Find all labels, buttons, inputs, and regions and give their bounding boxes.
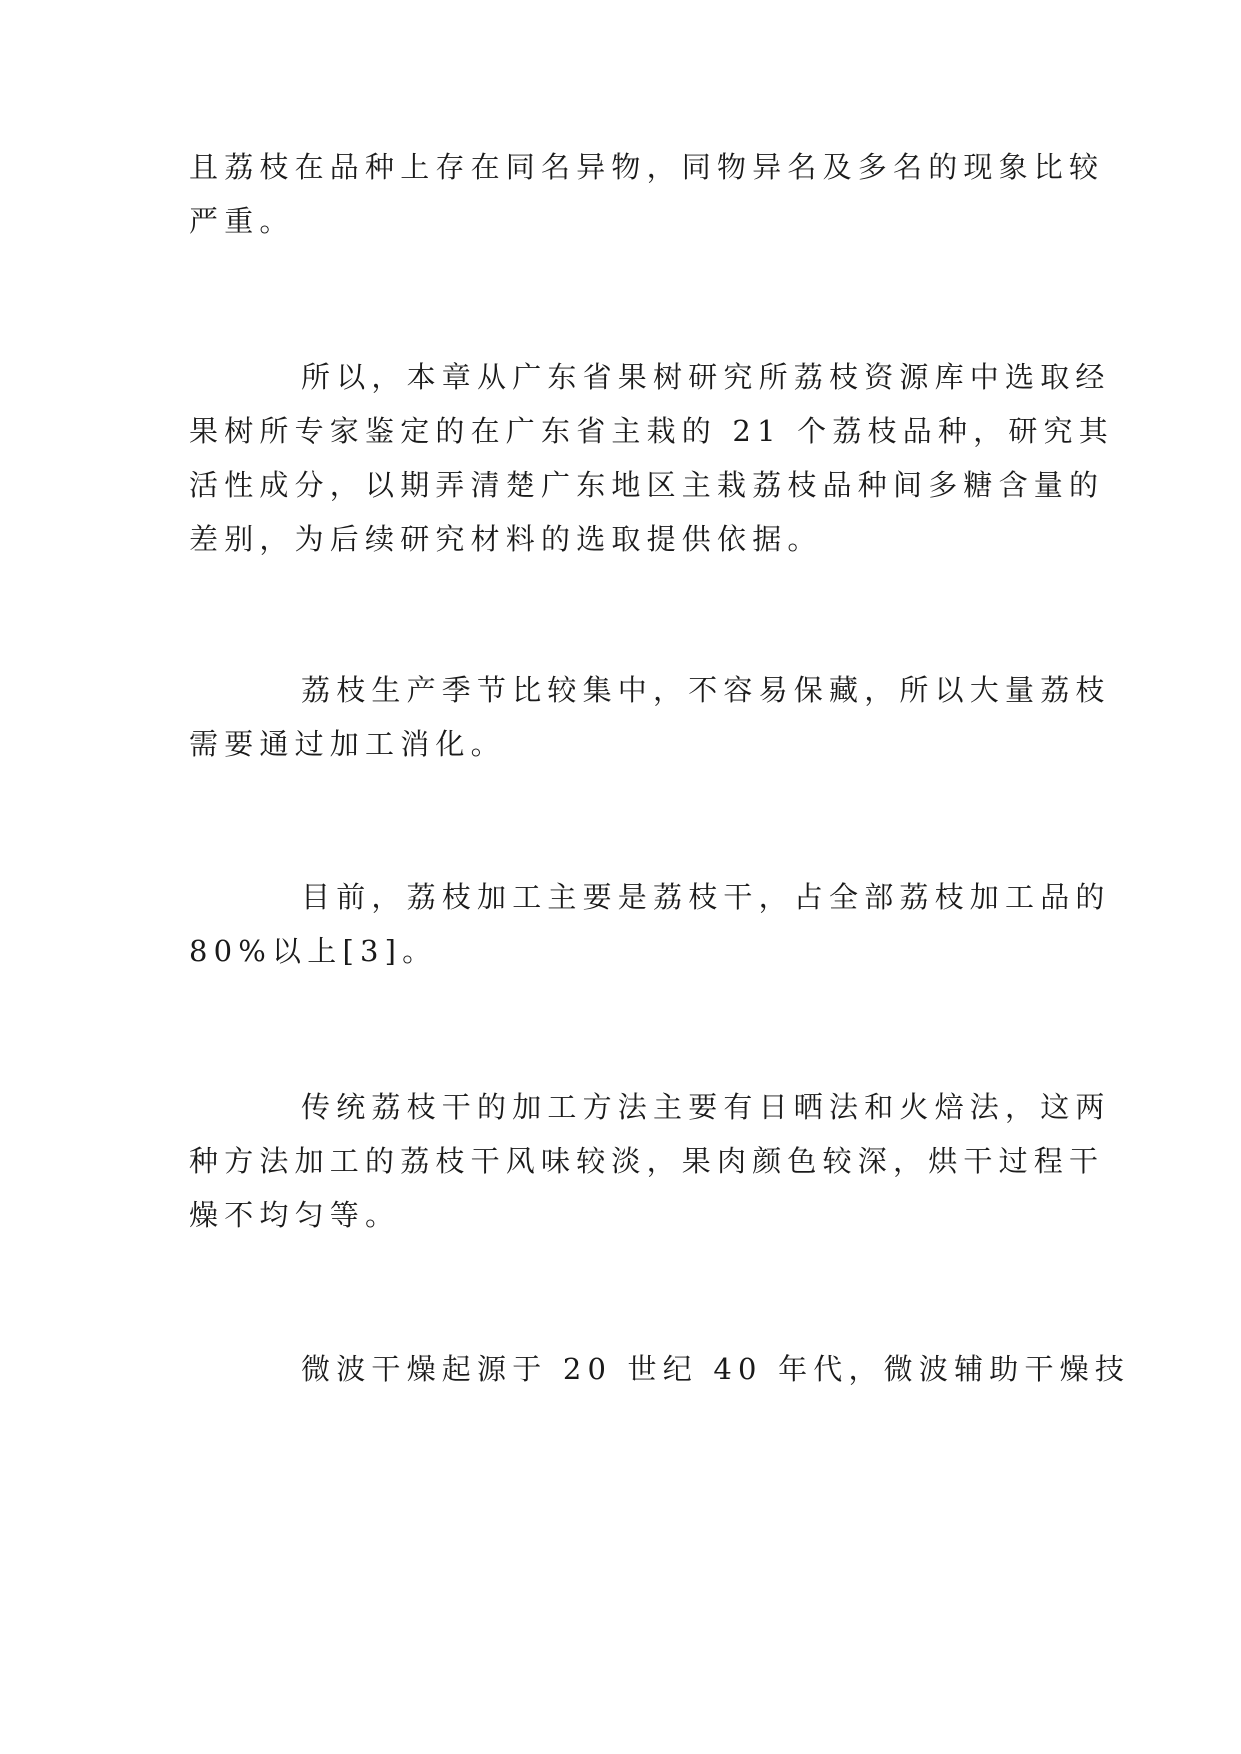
text-line: 果树所专家鉴定的在广东省主栽的 21 个荔枝品种，研究其: [189, 414, 1114, 448]
paragraph-1: [189, 140, 1105, 248]
text-line: 需要通过加工消化。: [189, 727, 506, 761]
text-line: 目前，荔枝加工主要是荔枝干，占全部荔枝加工品的: [301, 880, 1111, 914]
text-line: 差别，为后续研究材料的选取提供依据。: [189, 522, 823, 556]
text-line: 严重。: [189, 204, 295, 238]
paragraph-3: [189, 663, 1111, 771]
text-line: 种方法加工的荔枝干风味较淡，果肉颜色较深，烘干过程干: [189, 1144, 1105, 1178]
text-line: 活性成分，以期弄清楚广东地区主栽荔枝品种间多糖含量的: [189, 468, 1105, 502]
text-line: 燥不均匀等。: [189, 1198, 401, 1232]
paragraph-6: [189, 1342, 1131, 1396]
paragraph-2: [189, 350, 1114, 566]
text-line: 荔枝生产季节比较集中，不容易保藏，所以大量荔枝: [301, 673, 1111, 707]
text-line: 所以，本章从广东省果树研究所荔枝资源库中选取经: [301, 360, 1111, 394]
paragraph-4: [189, 870, 1111, 978]
text-line: 且荔枝在品种上存在同名异物，同物异名及多名的现象比较: [189, 150, 1105, 184]
paragraph-5: [189, 1080, 1111, 1242]
text-line: 80%以上[3]。: [189, 934, 438, 968]
text-line: 微波干燥起源于 20 世纪 40 年代，微波辅助干燥技: [301, 1352, 1131, 1386]
text-line: 传统荔枝干的加工方法主要有日晒法和火焙法，这两: [301, 1090, 1111, 1124]
